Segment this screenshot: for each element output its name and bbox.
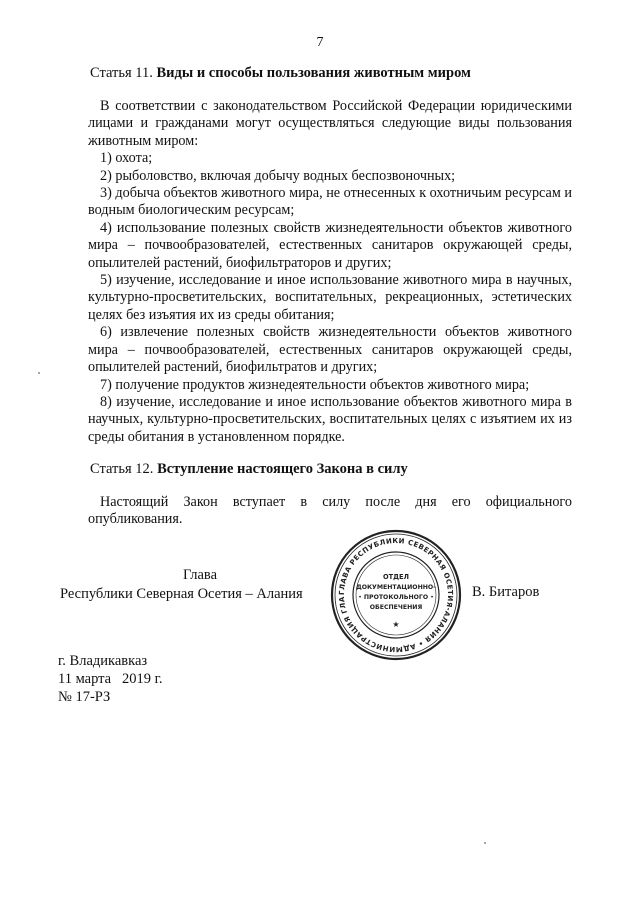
article-12-title: Вступление настоящего Закона в силу — [157, 461, 408, 477]
list-item: 2) рыболовство, включая добычу водных беспозвоночных; — [100, 167, 456, 184]
list-item: 3) добыча объектов животного мира, не отнесенных к охотничьим ресурсам и водным биологическим ресурсам; — [88, 185, 572, 219]
article-11-body — [88, 98, 572, 446]
city: г. Владикавказ — [58, 653, 148, 669]
scan-speck — [484, 842, 486, 844]
article-12-heading — [90, 460, 570, 478]
document-footer — [58, 652, 163, 706]
list-item: 6) извлечение полезных свойств жизнедеятельности объектов животного мира – почвообразователей, естественных санитаров окружающей среды, опылителей растений, биофильтратов и других; — [88, 324, 572, 376]
svg-text:ОБЕСПЕЧЕНИЯ: ОБЕСПЕЧЕНИЯ — [369, 604, 423, 611]
svg-text:•: • — [358, 594, 362, 601]
scan-speck — [38, 372, 40, 374]
svg-text:•: • — [430, 594, 434, 601]
svg-text:★: ★ — [392, 620, 400, 629]
list-item: 8) изучение, исследование и иное использование объектов животного мира в научных, культурно-просветительских, воспитательных целях с изъятием их из среды обитания в установленном порядке. — [88, 393, 572, 445]
svg-text:ГЛАВА РЕСПУБЛИКИ СЕВЕРНАЯ ОСЕТ: ГЛАВА РЕСПУБЛИКИ СЕВЕРНАЯ ОСЕТИЯ-АЛАНИЯ • АДМИНИСТРАЦИЯ ГЛА — [337, 536, 455, 654]
signatory-name: В. Битаров — [472, 584, 540, 600]
list-item: 7) получение продуктов жизнедеятельности объектов животного мира; — [100, 376, 530, 393]
svg-text:ПРОТОКОЛЬНОГО: ПРОТОКОЛЬНОГО — [363, 594, 429, 601]
list-item: 5) изучение, исследование и иное использование животного мира в научных, культурно-просветительских, воспитательных, рекреационных, эстетических целях без изъятия их из среды обитания; — [88, 272, 572, 323]
svg-text:ДОКУМЕНТАЦИОННО-: ДОКУМЕНТАЦИОННО- — [356, 584, 436, 591]
article-12-text: Настоящий Закон вступает в силу после дня его официального опубликования. — [88, 494, 572, 528]
list-item: 1) охота; — [100, 150, 153, 167]
article-12-prefix: Статья 12. — [90, 461, 154, 477]
article-12-body — [88, 494, 572, 529]
article-11-prefix: Статья 11. — [90, 65, 153, 81]
article-11-intro: В соответствии с законодательством Российской Федерации юридическими лицами и гражданами могут осуществляться следующие виды пользования животным миром: — [88, 98, 572, 149]
article-11-title: Виды и способы пользования животным миром — [156, 65, 471, 81]
svg-text:ОТДЕЛ: ОТДЕЛ — [383, 573, 409, 581]
signatory-block — [60, 566, 310, 604]
seal-graphic — [328, 527, 464, 663]
list-item: 4) использование полезных свойств жизнедеятельности объектов животного мира – почвообразователей, естественных санитаров окружающей среды, опылителей растений, биофильтраторов и других; — [88, 219, 572, 271]
law-number: № 17-РЗ — [58, 689, 111, 705]
article-11-heading — [90, 64, 570, 82]
official-seal — [328, 527, 464, 663]
signing-date: 11 марта 2019 г. — [58, 671, 163, 687]
signatory-role-line2: Республики Северная Осетия – Алания — [60, 586, 303, 602]
page-number: 7 — [316, 35, 324, 50]
signatory-role-line1: Глава — [182, 567, 218, 583]
